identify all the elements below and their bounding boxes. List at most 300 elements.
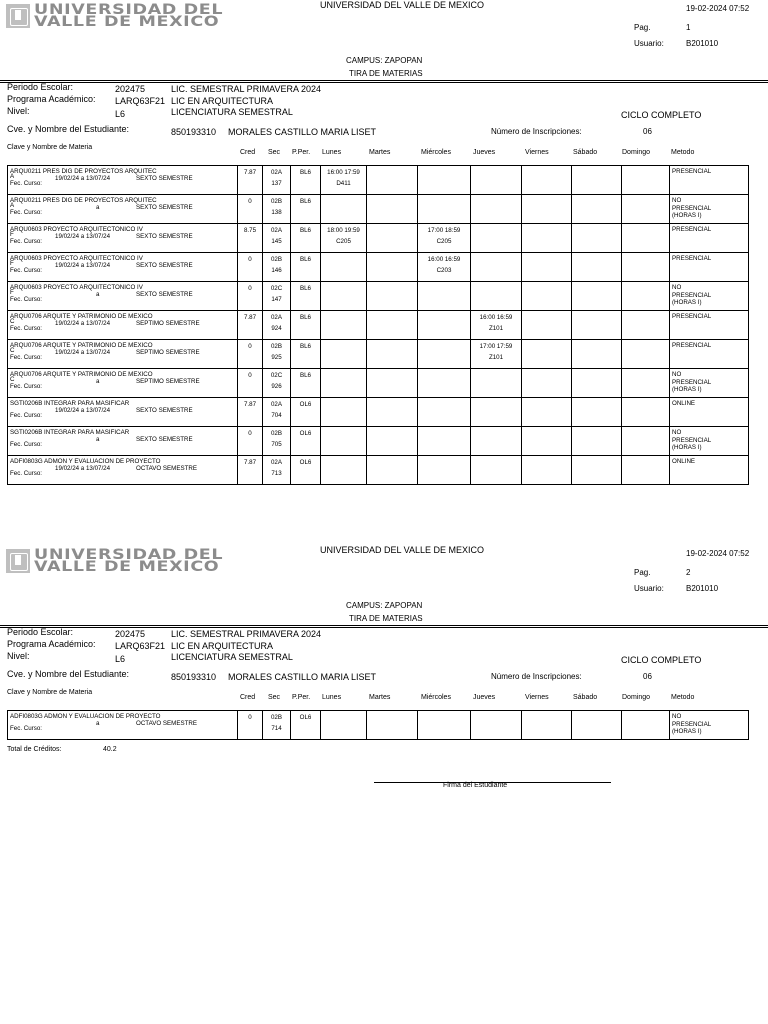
metodo-line: PRESENCIAL bbox=[672, 204, 712, 212]
header-rule bbox=[0, 80, 768, 81]
metodo-line: ONLINE bbox=[672, 458, 696, 465]
semester: SEXTO SEMESTRE bbox=[136, 233, 193, 240]
metodo-line: (HORAS I) bbox=[672, 728, 702, 735]
cred-cell: 0 bbox=[238, 427, 263, 456]
metodo-line: PRESENCIAL bbox=[672, 720, 712, 728]
sec-group: 02B bbox=[270, 343, 282, 350]
day-cell bbox=[522, 195, 572, 224]
print-datetime: 19-02-2024 07:52 bbox=[686, 4, 750, 13]
metodo-line: PRESENCIAL bbox=[672, 291, 712, 299]
report-subtitle: TIRA DE MATERIAS bbox=[349, 614, 423, 623]
metodo-line: NO bbox=[672, 284, 682, 291]
pper-cell: BL6 bbox=[291, 224, 321, 253]
cred-cell: 7.87 bbox=[238, 311, 263, 340]
date-range: a bbox=[96, 720, 100, 727]
header-rule bbox=[0, 82, 768, 83]
day-cell bbox=[522, 427, 572, 456]
col-cred: Cred bbox=[240, 694, 256, 701]
col-domingo: Domingo bbox=[622, 694, 651, 701]
col-domingo: Domingo bbox=[622, 149, 651, 156]
metodo-line: PRESENCIAL bbox=[672, 378, 712, 386]
sec-cell bbox=[263, 369, 291, 398]
user-label: Usuario: bbox=[634, 39, 664, 48]
course-suffix: C bbox=[10, 347, 15, 354]
col-clave: Clave y Nombre de Materia bbox=[7, 144, 93, 151]
programa-value: LARQ63F21 bbox=[115, 641, 166, 651]
col-pper: P.Per. bbox=[292, 149, 311, 156]
fec-curso-label: Fec. Curso: bbox=[10, 725, 42, 732]
print-datetime: 19-02-2024 07:52 bbox=[686, 549, 750, 558]
date-range: 19/02/24 a 13/07/24 bbox=[55, 349, 111, 356]
sec-group: 02A bbox=[270, 314, 282, 321]
metodo-cell bbox=[670, 224, 749, 253]
cred-cell: 8.75 bbox=[238, 224, 263, 253]
date-range: 19/02/24 a 13/07/24 bbox=[55, 175, 111, 182]
fec-curso-label: Fec. Curso: bbox=[10, 354, 42, 361]
pper-cell: BL6 bbox=[291, 282, 321, 311]
metodo-line: (HORAS I) bbox=[672, 444, 702, 451]
course-dates bbox=[10, 175, 193, 188]
day-cell bbox=[471, 224, 522, 253]
semester: OCTAVO SEMESTRE bbox=[136, 720, 197, 727]
materia-cell bbox=[8, 224, 238, 253]
day-cell bbox=[471, 398, 522, 427]
sec-cell bbox=[263, 253, 291, 282]
page-label: Pag. bbox=[634, 568, 651, 577]
col-metodo: Metodo bbox=[671, 694, 695, 701]
university-logo bbox=[6, 547, 224, 575]
pper-cell: BL6 bbox=[291, 166, 321, 195]
day-cell bbox=[367, 311, 418, 340]
materia-cell bbox=[8, 253, 238, 282]
metodo-cell bbox=[670, 195, 749, 224]
fec-curso-label: Fec. Curso: bbox=[10, 209, 42, 216]
day-cell bbox=[522, 711, 572, 740]
date-range: 19/02/24 a 13/07/24 bbox=[55, 320, 111, 327]
logo-line-2: VALLE DE MEXICO bbox=[34, 14, 220, 30]
programa-desc: LIC EN ARQUITECTURA bbox=[171, 641, 274, 651]
sec-group: 02C bbox=[270, 285, 283, 292]
campus: CAMPUS: ZAPOPAN bbox=[346, 601, 423, 610]
cred-cell: 7.87 bbox=[238, 456, 263, 485]
programa-desc: LIC EN ARQUITECTURA bbox=[171, 96, 274, 106]
day-cell bbox=[522, 166, 572, 195]
periodo-label: Periodo Escolar: bbox=[7, 82, 74, 92]
periodo-label: Periodo Escolar: bbox=[7, 627, 74, 637]
course-code-name: ADFI0803G ADMON Y EVALUACION DE PROYECTO bbox=[10, 458, 161, 465]
pper-cell: OL6 bbox=[291, 427, 321, 456]
class-room: D411 bbox=[336, 179, 351, 187]
day-cell bbox=[572, 427, 622, 456]
day-cell bbox=[522, 340, 572, 369]
day-cell bbox=[572, 456, 622, 485]
day-cell bbox=[522, 282, 572, 311]
periodo-desc: LIC. SEMESTRAL PRIMAVERA 2024 bbox=[171, 84, 322, 94]
day-cell bbox=[572, 311, 622, 340]
sec-group: 02A bbox=[270, 227, 282, 234]
course-suffix: F bbox=[10, 260, 14, 267]
day-cell bbox=[321, 253, 367, 282]
table-row bbox=[8, 195, 749, 224]
materia bbox=[8, 369, 237, 397]
day-cell bbox=[321, 369, 367, 398]
seal-icon bbox=[6, 549, 30, 573]
day-cell bbox=[572, 224, 622, 253]
course-suffix: F bbox=[10, 231, 14, 238]
day-cell bbox=[367, 195, 418, 224]
col-martes: Martes bbox=[369, 149, 391, 156]
sec-cell bbox=[263, 398, 291, 427]
sec-group: 02B bbox=[270, 198, 282, 205]
signature-label: Firma del Estudiante bbox=[443, 782, 508, 789]
metodo-cell bbox=[670, 166, 749, 195]
sec-nrc: 138 bbox=[271, 208, 282, 216]
course-code-name: ARQU0603 PROYECTO ARQUITECTONICO IV bbox=[10, 284, 143, 291]
sec-cell bbox=[263, 282, 291, 311]
fec-curso-label: Fec. Curso: bbox=[10, 441, 42, 448]
table-row bbox=[8, 456, 749, 485]
class-room: Z101 bbox=[488, 324, 504, 332]
day-cell bbox=[321, 711, 367, 740]
day-cell bbox=[418, 282, 471, 311]
day-cell bbox=[418, 340, 471, 369]
page-number: 2 bbox=[686, 568, 691, 577]
course-dates bbox=[10, 291, 193, 304]
date-range: a bbox=[96, 204, 100, 211]
materia-cell bbox=[8, 427, 238, 456]
pper-cell: OL6 bbox=[291, 456, 321, 485]
sec-nrc: 147 bbox=[271, 295, 282, 303]
materia bbox=[8, 224, 237, 252]
class-time: 17:00 18:59 bbox=[427, 227, 461, 234]
sec-nrc: 714 bbox=[271, 724, 282, 732]
student-id: 850193310 bbox=[171, 672, 217, 682]
course-dates bbox=[10, 436, 193, 449]
day-cell bbox=[418, 427, 471, 456]
sec-nrc: 137 bbox=[271, 179, 282, 187]
courses-table bbox=[7, 165, 749, 485]
seal-icon bbox=[6, 4, 30, 28]
course-suffix: A bbox=[10, 173, 15, 180]
class-room: C203 bbox=[436, 266, 452, 274]
course-code-name: ARQU0211 PRES DIG DE PROYECTOS ARQUITEC bbox=[10, 168, 157, 175]
sec-group: 02A bbox=[270, 169, 282, 176]
metodo-cell bbox=[670, 398, 749, 427]
day-cell bbox=[471, 195, 522, 224]
metodo-line: ONLINE bbox=[672, 400, 696, 407]
date-range: 19/02/24 a 13/07/24 bbox=[55, 407, 111, 414]
day-cell bbox=[418, 456, 471, 485]
logo-line-1: UNIVERSIDAD DEL bbox=[34, 2, 224, 18]
metodo-line: PRESENCIAL bbox=[672, 342, 712, 349]
pper-cell: BL6 bbox=[291, 369, 321, 398]
course-dates bbox=[10, 204, 193, 217]
date-range: 19/02/24 a 13/07/24 bbox=[55, 465, 111, 472]
programa-label: Programa Académico: bbox=[7, 639, 96, 649]
student-label: Cve. y Nombre del Estudiante: bbox=[7, 669, 130, 679]
day-cell bbox=[471, 711, 522, 740]
day-cell bbox=[572, 166, 622, 195]
col-viernes: Viernes bbox=[525, 694, 549, 701]
metodo-line: (HORAS I) bbox=[672, 299, 702, 306]
periodo-value: 202475 bbox=[115, 84, 146, 94]
inscripciones-value: 06 bbox=[643, 127, 652, 136]
day-cell bbox=[321, 427, 367, 456]
semester: SEXTO SEMESTRE bbox=[136, 436, 193, 443]
date-range: 19/02/24 a 13/07/24 bbox=[55, 233, 111, 240]
course-code-name: ARQU0706 ARQUITE Y PATRIMONIO DE MEXICO bbox=[10, 313, 153, 320]
metodo-cell bbox=[670, 427, 749, 456]
nivel-value: L6 bbox=[115, 109, 126, 119]
col-metodo: Metodo bbox=[671, 149, 695, 156]
day-cell bbox=[522, 224, 572, 253]
day-cell bbox=[367, 369, 418, 398]
nivel-desc: LICENCIATURA SEMESTRAL bbox=[171, 652, 293, 662]
sec-group: 02A bbox=[270, 459, 282, 466]
day-cell bbox=[622, 369, 670, 398]
day-cell bbox=[418, 195, 471, 224]
day-cell bbox=[572, 340, 622, 369]
day-cell bbox=[321, 311, 367, 340]
day-cell bbox=[522, 253, 572, 282]
pper-cell: OL6 bbox=[291, 711, 321, 740]
student-name: MORALES CASTILLO MARIA LISET bbox=[228, 672, 377, 682]
logo-line-1: UNIVERSIDAD DEL bbox=[34, 547, 224, 563]
sec-group: 02B bbox=[270, 256, 282, 263]
semester: SEXTO SEMESTRE bbox=[136, 262, 193, 269]
table-row bbox=[8, 166, 749, 195]
cred-cell: 7.87 bbox=[238, 398, 263, 427]
materia-cell bbox=[8, 195, 238, 224]
semester: SEXTO SEMESTRE bbox=[136, 291, 193, 298]
inscripciones-label: Número de Inscripciones: bbox=[491, 127, 582, 136]
metodo-line: PRESENCIAL bbox=[672, 226, 712, 233]
course-suffix: C bbox=[10, 318, 15, 325]
table-row bbox=[8, 224, 749, 253]
page-label: Pag. bbox=[634, 23, 651, 32]
materia-cell bbox=[8, 398, 238, 427]
materia-cell bbox=[8, 166, 238, 195]
materia bbox=[8, 427, 237, 455]
day-cell bbox=[321, 166, 367, 195]
day-cell bbox=[622, 711, 670, 740]
materia bbox=[8, 398, 237, 426]
class-time: 17:00 17:59 bbox=[479, 343, 513, 350]
report-title: UNIVERSIDAD DEL VALLE DE MEXICO bbox=[320, 545, 485, 555]
class-time: 16:00 16:59 bbox=[427, 256, 461, 263]
nivel-desc: LICENCIATURA SEMESTRAL bbox=[171, 107, 293, 117]
student-id: 850193310 bbox=[171, 127, 217, 137]
day-cell bbox=[321, 282, 367, 311]
sec-cell bbox=[263, 340, 291, 369]
materia bbox=[8, 311, 237, 339]
day-cell bbox=[367, 224, 418, 253]
materia bbox=[8, 711, 237, 739]
metodo-line: (HORAS I) bbox=[672, 386, 702, 393]
campus: CAMPUS: ZAPOPAN bbox=[346, 56, 423, 65]
materia-cell bbox=[8, 282, 238, 311]
day-cell bbox=[572, 253, 622, 282]
materia-cell bbox=[8, 311, 238, 340]
programa-value: LARQ63F21 bbox=[115, 96, 166, 106]
materia bbox=[8, 253, 237, 281]
day-cell bbox=[321, 195, 367, 224]
class-room: C205 bbox=[436, 237, 452, 245]
day-cell bbox=[622, 166, 670, 195]
ciclo: CICLO COMPLETO bbox=[621, 110, 702, 120]
course-suffix: A bbox=[10, 202, 15, 209]
header-rule bbox=[0, 625, 768, 626]
sec-group: 02B bbox=[270, 430, 282, 437]
logo-line-2: VALLE DE MEXICO bbox=[34, 559, 220, 575]
day-cell bbox=[471, 456, 522, 485]
sec-group: 02B bbox=[270, 714, 282, 721]
day-cell bbox=[367, 340, 418, 369]
day-cell bbox=[572, 398, 622, 427]
pper-cell: BL6 bbox=[291, 253, 321, 282]
col-lunes: Lunes bbox=[322, 149, 342, 156]
table-row bbox=[8, 711, 749, 740]
col-sec: Sec bbox=[268, 149, 281, 156]
day-cell bbox=[572, 195, 622, 224]
sec-cell bbox=[263, 456, 291, 485]
fec-curso-label: Fec. Curso: bbox=[10, 296, 42, 303]
day-cell bbox=[622, 311, 670, 340]
semester: SEXTO SEMESTRE bbox=[136, 407, 193, 414]
metodo-line: PRESENCIAL bbox=[672, 168, 712, 175]
materia bbox=[8, 195, 237, 223]
metodo-cell bbox=[670, 253, 749, 282]
course-dates bbox=[10, 720, 197, 733]
pper-cell: OL6 bbox=[291, 398, 321, 427]
course-code-name: ARQU0211 PRES DIG DE PROYECTOS ARQUITEC bbox=[10, 197, 157, 204]
day-cell bbox=[471, 282, 522, 311]
day-cell bbox=[622, 427, 670, 456]
course-suffix: C bbox=[10, 376, 15, 383]
sec-group: 02A bbox=[270, 401, 282, 408]
day-cell bbox=[622, 224, 670, 253]
course-dates bbox=[10, 349, 200, 362]
course-code-name: SGTI0206B INTEGRAR PARA MASIFICAR bbox=[10, 400, 130, 407]
metodo-cell bbox=[670, 369, 749, 398]
course-dates bbox=[10, 233, 193, 246]
university-logo bbox=[6, 2, 224, 30]
col-sabado: Sábado bbox=[573, 694, 598, 701]
logo-text bbox=[34, 547, 224, 575]
table-row bbox=[8, 427, 749, 456]
class-time: 18:00 19:59 bbox=[327, 227, 360, 234]
day-cell bbox=[418, 711, 471, 740]
cred-cell: 0 bbox=[238, 369, 263, 398]
table-row bbox=[8, 398, 749, 427]
date-range: 19/02/24 a 13/07/24 bbox=[55, 262, 111, 269]
inscripciones-label: Número de Inscripciones: bbox=[491, 672, 582, 681]
pper-cell: BL6 bbox=[291, 311, 321, 340]
day-cell bbox=[471, 427, 522, 456]
day-cell bbox=[572, 282, 622, 311]
cred-cell: 0 bbox=[238, 340, 263, 369]
metodo-line: PRESENCIAL bbox=[672, 436, 712, 444]
fec-curso-label: Fec. Curso: bbox=[10, 325, 42, 332]
semester: SEPTIMO SEMESTRE bbox=[136, 320, 200, 327]
class-time: 16:00 17:59 bbox=[327, 169, 360, 176]
total-label: Total de Créditos: bbox=[7, 746, 62, 753]
sec-group: 02C bbox=[270, 372, 283, 379]
day-cell bbox=[418, 224, 471, 253]
day-cell bbox=[471, 369, 522, 398]
course-dates bbox=[10, 262, 193, 275]
course-code-name: ARQU0603 PROYECTO ARQUITECTONICO IV bbox=[10, 255, 143, 262]
pper-cell: BL6 bbox=[291, 340, 321, 369]
fec-curso-label: Fec. Curso: bbox=[10, 470, 42, 477]
semester: SEPTIMO SEMESTRE bbox=[136, 378, 200, 385]
course-dates bbox=[10, 378, 200, 391]
day-cell bbox=[367, 711, 418, 740]
metodo-cell bbox=[670, 282, 749, 311]
cred-cell: 7.87 bbox=[238, 166, 263, 195]
day-cell bbox=[418, 369, 471, 398]
col-viernes: Viernes bbox=[525, 149, 549, 156]
col-martes: Martes bbox=[369, 694, 391, 701]
metodo-cell bbox=[670, 311, 749, 340]
sec-nrc: 705 bbox=[271, 440, 282, 448]
col-jueves: Jueves bbox=[473, 694, 496, 701]
student-name: MORALES CASTILLO MARIA LISET bbox=[228, 127, 377, 137]
total-value: 40.2 bbox=[103, 746, 117, 753]
class-time: 16:00 16:59 bbox=[479, 314, 513, 321]
table-row bbox=[8, 311, 749, 340]
day-cell bbox=[367, 398, 418, 427]
cred-cell: 0 bbox=[238, 282, 263, 311]
fec-curso-label: Fec. Curso: bbox=[10, 412, 42, 419]
day-cell bbox=[418, 166, 471, 195]
course-code-name: SGTI0206B INTEGRAR PARA MASIFICAR bbox=[10, 429, 130, 436]
date-range: a bbox=[96, 291, 100, 298]
table-row bbox=[8, 369, 749, 398]
report-title: UNIVERSIDAD DEL VALLE DE MEXICO bbox=[320, 0, 485, 10]
logo-text bbox=[34, 2, 224, 30]
sec-cell bbox=[263, 427, 291, 456]
fec-curso-label: Fec. Curso: bbox=[10, 383, 42, 390]
nivel-value: L6 bbox=[115, 654, 126, 664]
col-sabado: Sábado bbox=[573, 149, 598, 156]
materia-cell bbox=[8, 340, 238, 369]
page-number: 1 bbox=[686, 23, 691, 32]
table-row bbox=[8, 340, 749, 369]
sec-cell bbox=[263, 224, 291, 253]
ciclo: CICLO COMPLETO bbox=[621, 655, 702, 665]
day-cell bbox=[622, 340, 670, 369]
day-cell bbox=[522, 398, 572, 427]
day-cell bbox=[522, 456, 572, 485]
col-miercoles: Miércoles bbox=[421, 694, 451, 701]
pper-cell: BL6 bbox=[291, 195, 321, 224]
user-value: B201010 bbox=[686, 584, 719, 593]
metodo-line: NO bbox=[672, 371, 682, 378]
day-cell bbox=[367, 166, 418, 195]
nivel-label: Nivel: bbox=[7, 106, 30, 116]
sec-nrc: 146 bbox=[271, 266, 282, 274]
metodo-line: NO bbox=[672, 429, 682, 436]
metodo-line: PRESENCIAL bbox=[672, 255, 712, 262]
header-rule bbox=[0, 627, 768, 628]
course-code-name: ARQU0603 PROYECTO ARQUITECTONICO IV bbox=[10, 226, 143, 233]
col-clave: Clave y Nombre de Materia bbox=[7, 689, 93, 696]
class-room: Z101 bbox=[488, 353, 504, 361]
metodo-line: NO bbox=[672, 197, 682, 204]
day-cell bbox=[572, 711, 622, 740]
sec-nrc: 704 bbox=[271, 411, 282, 419]
